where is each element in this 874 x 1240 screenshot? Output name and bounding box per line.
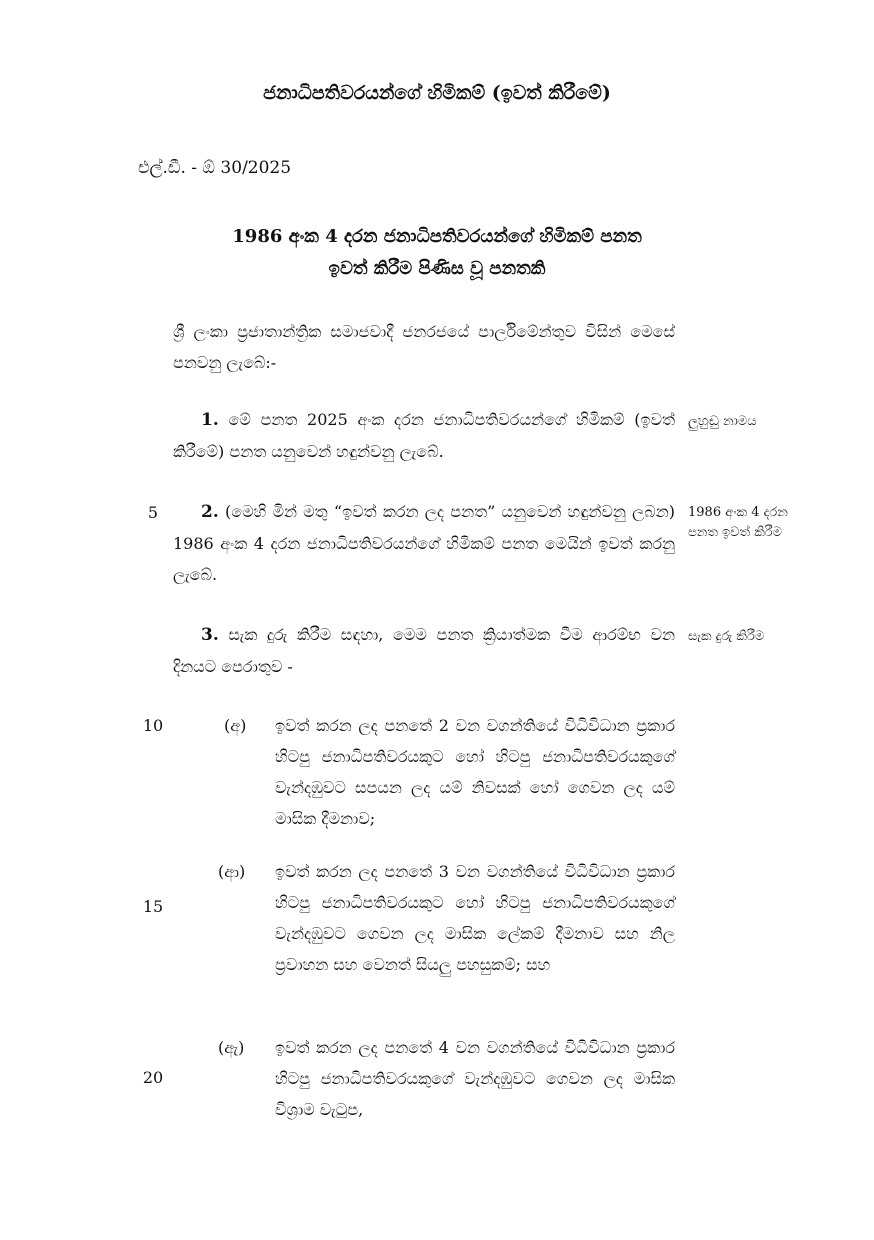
bill-reference: එල්.ඩී. - ඕ 30/2025 [138,158,292,178]
marginal-note-1: ලුහුඬු නාමය [688,414,757,429]
section-1-number: 1. [201,410,219,430]
section-2-number: 2. [201,502,219,522]
line-number-20: 20 [142,1068,164,1087]
line-number-5: 5 [147,503,159,522]
act-title: ජනාධිපතිවරයන්ගේ හිමිකම් (ඉවත් කිරීමේ) [263,82,611,104]
line-number-10: 10 [142,716,164,735]
bill-title-line-2: ඉවත් කිරීම පිණිස වූ පනතකි [328,258,546,279]
enacting-clause: ශ්‍රී ලංකා ප්‍රජාතාන්ත්‍රික සමාජවාදී ජනරජයේ පාර්ලිමේන්තුව විසින් මෙසේ පනවනු ලැබේ:- [173,322,675,372]
item-c-label: (ඇ) [218,1038,245,1057]
marginal-note-3: සැක දුරු කිරීම [688,629,765,644]
section-1 [173,404,675,467]
item-b-text: ඉවත් කරන ලද පනතේ 3 වන වගන්තියේ විධිවිධාන ප්‍රකාර හිටපු ජනාධිපතිවරයකුට හෝ හිටපු ජනාධිපතිවරයකුගේ වැන්දඹුවට ගෙවන ලද මාසික ලේකම් දීමනාව සහ නිල ප්‍රවාහන සහ වෙනත් සියලු පහසුකම්; සහ [275,862,675,974]
item-c-text: ඉවත් කරන ලද පනතේ 4 වන වගන්තියේ විධිවිධාන ප්‍රකාර හිටපු ජනාධිපතිවරයකුගේ වැන්දඹුවට ගෙවන ලද මාසික විශ්‍රාම වැටුප, [275,1038,675,1119]
section-3 [173,619,675,682]
line-number-15: 15 [142,897,164,916]
section-3-text: සැක දුරු කිරීම සඳහා, මෙම පනත ක්‍රියාත්මක වීම ආරම්භ වන දිනයට පෙරාතුව - [173,625,675,676]
item-b-label: (ආ) [218,862,246,881]
section-2-text: (මෙහි මින් මතු “ඉවත් කරන ලද පනත” යනුවෙන් හඳුන්වනු ලබන) 1986 අංක 4 දරන ජනාධිපතිවරයන්ගේ හිමිකම් පනත මෙයින් ඉවත් කරනු ලැබේ. [173,502,675,584]
bill-title-line-1: 1986 අංක 4 දරන ජනාධිපතිවරයන්ගේ හිමිකම් පනත [232,226,642,247]
marginal-note-2: 1986 අංක 4 දරන පනත ඉවත් කිරීම [688,505,788,540]
section-2 [173,496,675,590]
section-1-text: මේ පනත 2025 අංක දරන ජනාධිපතිවරයන්ගේ හිමිකම් (ඉවත් කිරීමේ) පනත යනුවෙන් හඳුන්වනු ලැබේ. [173,410,676,461]
item-a-text: ඉවත් කරන ලද පනතේ 2 වන වගන්තියේ විධිවිධාන ප්‍රකාර හිටපු ජනාධිපතිවරයකුට හෝ හිටපු ජනාධිපතිවරයකුගේ වැන්දඹුවට සපයන ලද යම් නිවසක් හෝ ගෙවන ලද යම් මාසික දීමනාව; [275,716,675,828]
item-a-label: (අ) [224,716,247,735]
section-3-number: 3. [201,625,219,645]
